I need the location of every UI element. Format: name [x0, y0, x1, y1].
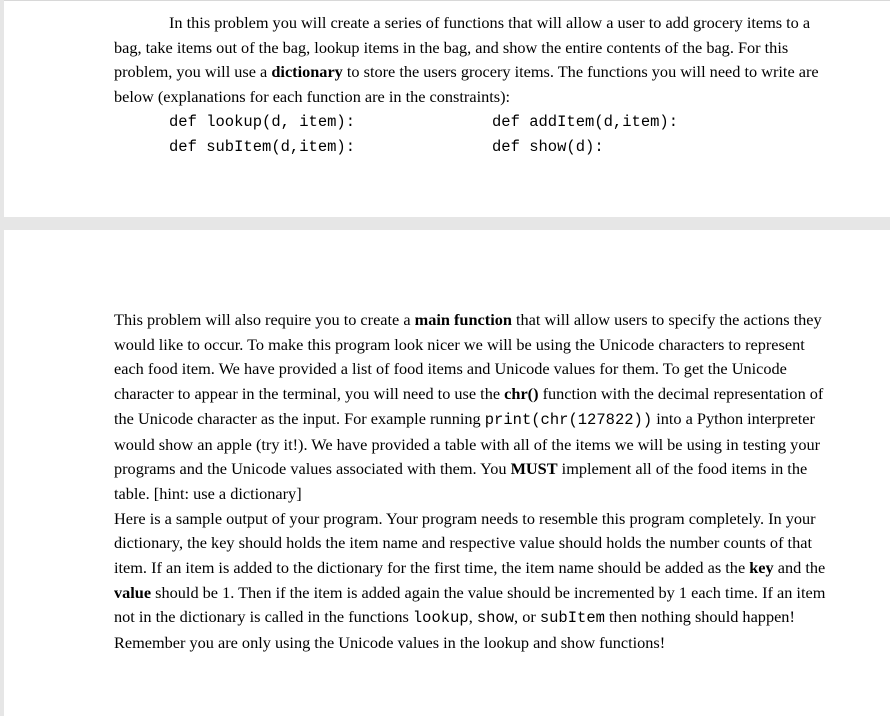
sample-text-3: should be 1. Then if the item is added again the value should be incremented by 1 each time. If an item not in the dictionary is called in the functions	[114, 582, 826, 627]
sample-text-4: ,	[468, 607, 477, 627]
intro-bold-dictionary: dictionary	[271, 62, 343, 82]
function-subitem: def subItem(d,item):	[169, 137, 356, 156]
main-bold-main-function: main function	[414, 310, 512, 329]
sample-code-subitem: subItem	[539, 609, 605, 628]
page-top	[4, 0, 890, 217]
function-row	[114, 110, 826, 135]
sample-bold-value: value	[114, 582, 152, 602]
intro-text-2: to store the users grocery items. The functions you will need to write are below (explanations for each function are in the constraints):	[114, 62, 819, 107]
sample-text-6: then nothing should happen! Remember you are only using the Unicode values in the lookup and show functions!	[114, 607, 795, 653]
sample-text-1: Here is a sample output of your program. Your program needs to resemble this program completely. In your dictionary, the key should holds the item name and respective value should holds the number counts of that item. If an item is added to the dictionary for the first time, the item name should be added as the	[114, 508, 816, 578]
main-text-4: into a Python interpreter would show an apple (try it!). We have provided a table with all of the items we will be using in testing your programs and the Unicode values associated with them. You	[114, 408, 821, 479]
function-lookup: def lookup(d, item):	[169, 112, 356, 131]
main-section	[114, 308, 826, 656]
main-paragraph	[114, 308, 826, 507]
sample-text-2: and the	[773, 558, 826, 578]
intro-section	[114, 11, 826, 160]
main-bold-must: MUST	[510, 459, 558, 479]
main-bold-chr: chr()	[504, 384, 539, 404]
sample-text-5: , or	[514, 607, 540, 627]
sample-code-lookup: lookup	[412, 609, 469, 628]
main-text-3: function with the decimal representation of the Unicode character as the input. For example running	[114, 384, 824, 428]
function-row	[114, 135, 826, 160]
sample-paragraph	[114, 507, 826, 656]
sample-code-show: show	[476, 609, 515, 628]
function-show: def show(d):	[492, 137, 604, 156]
main-text-2: that will allow users to specify the actions they would like to occur. To make this program look nicer we will be using the Unicode characters to represent each food item. We have provided a list of food items and Unicode values for them. To get the Unicode character to appear in the terminal, you will need to use the	[114, 310, 822, 404]
intro-paragraph	[114, 11, 826, 110]
sample-bold-key: key	[749, 558, 774, 578]
page-bottom	[4, 230, 890, 716]
main-text-1: This problem will also require you to create a	[114, 310, 415, 329]
intro-text-1: In this problem you will create a series of functions that will allow a user to add grocery items to a bag, take items out of the bag, lookup items in the bag, and show the entire contents of the bag. For this problem, you will use a	[114, 13, 811, 82]
main-code-example: print(chr(127822))	[484, 410, 653, 429]
function-additem: def addItem(d,item):	[492, 112, 679, 131]
main-text-5: implement all of the food items in the table. [hint: use a dictionary]	[114, 459, 808, 503]
